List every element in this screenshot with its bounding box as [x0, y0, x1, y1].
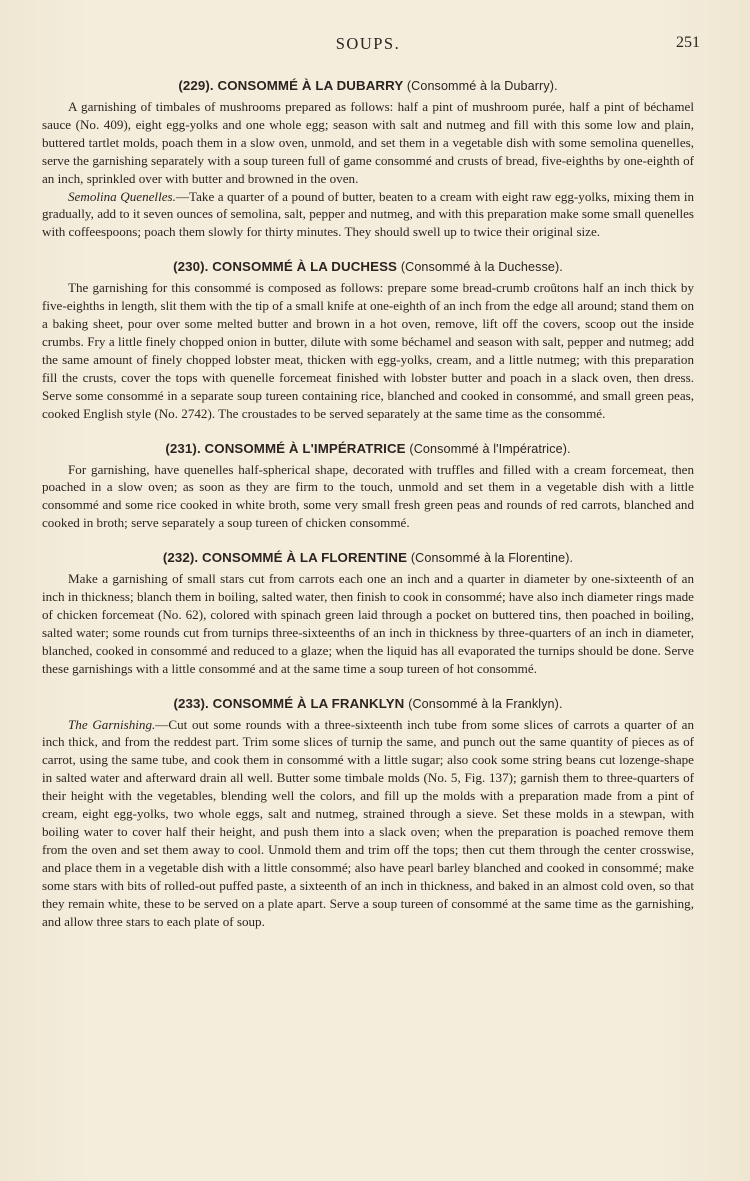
recipe-paragraph: [42, 188, 694, 242]
recipe-heading: [42, 696, 694, 711]
paragraph-text: For garnishing, have quenelles half-spherical shape, decorated with truffles and filled with a cream forcemeat, then poached in a slow oven; as soon as they are firm to the touch, unmold and set them in a vegetable dish with a little consommé and some rice cooked in white broth, some very small fresh green peas and rounds of red carrots, blanched and cooked in broth; serve separately a soup tureen of chicken consommé.: [42, 461, 694, 531]
recipe-title: CONSOMMÉ À L'IMPÉRATRICE: [204, 440, 406, 456]
recipe-title: CONSOMMÉ À LA FLORENTINE: [202, 550, 408, 566]
recipe-title: CONSOMMÉ À LA DUCHESS: [212, 259, 398, 275]
recipe-heading: [42, 441, 694, 456]
recipe-title: CONSOMMÉ À LA FRANKLYN: [212, 695, 405, 711]
recipe-number: (232).: [162, 550, 199, 566]
paragraph-text: —Cut out some rounds with a three-sixteenth inch tube from some slices of carrots a quarter of an inch thick, and from the reddest part. Trim some slices of turnip the same, and punch out the same quantity of pieces as of carrot, using the same tube, and cook them in consommé with a little sugar; also cook some string beans cut lozenge-shape in salted water and afterward drain all well. Butter some timbale molds (No. 5, Fig. 137); garnish them to three-quarters of their height with the vegetables, blending well the colors, and fill up the molds with a preparation made from a pint of cream, eight egg-yolks, two whole eggs, salt and nutmeg, strained through a sieve. Set these molds in a stewpan, with boiling water to cover half their height, and push them into a slack oven; when the preparation is poached remove them from the oven and set them away to cool. Unmold them and trim off the tops; then cut them through the center crosswise, and place them in a vegetable dish with a little consommé; also have pearl barley blanched and cooked in consommé; make some stars with bits of rolled-out puffed paste, a sixteenth of an inch in thickness, and baked in an almost cold oven, so that they remain white, these to be served on a plate apart. Serve a soup tureen of consommé at the same time as the garnishing, and allow three stars to each plate of soup.: [42, 716, 694, 929]
recipe-heading: [42, 550, 694, 565]
recipe-number: (229).: [178, 78, 214, 93]
recipe-231: [42, 441, 694, 533]
paragraph-text: The garnishing for this consommé is composed as follows: prepare some bread-crumb croûtons half an inch thick by five-eighths in length, slit them with the tip of a small knife at one-eighth of an inch from the edge all around; stand them on a baking sheet, pour over some melted butter and brown in a hot oven, remove, lift off the covers, scoop out the inside crumbs. Fry a little finely chopped onion in butter, dilute with some béchamel and season with salt, pepper and nutmeg; add the same amount of finely chopped lobster meat, thicken with egg-yolks, cream, and a little nutmeg; with this preparation fill the crusts, cover the tops with quenelle forcemeat finished with lobster butter and poach in a slack oven, then dress. Serve some consommé in a separate soup tureen containing rice, blanched and cooked in consommé, and small green peas, cooked English style (No. 2742). The croustades to be served separately at the same time as the consommé.: [42, 280, 694, 421]
recipe-number: (233).: [173, 695, 209, 711]
page-number: 251: [676, 34, 700, 51]
recipe-subtitle: (Consommé à l'Impératrice).: [409, 441, 571, 456]
recipe-paragraph: [42, 98, 694, 188]
recipe-paragraph: [42, 716, 694, 931]
recipe-number: (231).: [165, 440, 201, 456]
recipe-number: (230).: [173, 259, 209, 275]
paragraph-text: A garnishing of timbales of mushrooms prepared as follows: half a pint of mushroom purée, half a pint of béchamel sauce (No. 409), eight egg-yolks and one whole egg; season with salt and nutmeg and fill with this some low and plain, buttered tartlet molds, poach them in a slow oven, unmold, and set them in a vegetable dish with some semolina quenelles, serve the garnishing separately with a soup tureen full of game consommé and crusts of bread, five-eighths by one-eighth of an inch, sprinkled over with butter and browned in the oven.: [42, 99, 694, 186]
recipe-subtitle: (Consommé à la Dubarry).: [406, 79, 558, 93]
recipe-229: [42, 78, 694, 241]
recipe-233: [42, 696, 694, 931]
paragraph-lead: Semolina Quenelles.: [68, 188, 176, 204]
recipe-subtitle: (Consommé à la Duchesse).: [400, 260, 563, 275]
paragraph-text: —Take a quarter of a pound of butter, beaten to a cream with eight raw egg-yolks, mixing them in gradually, add to it seven ounces of semolina, salt, pepper and nutmeg, and with this preparation make some small quenelles with coffeespoons; poach them slowly for thirty minutes. They should swell up to twice their original size.: [42, 188, 695, 240]
paragraph-text: Make a garnishing of small stars cut from carrots each one an inch and a quarter in diameter by one-sixteenth of an inch in thickness; blanch them in boiling, salted water, then finish to cook in consommé; have also inch diameter rings made of chicken forcemeat (No. 62), colored with spinach green laid through a pocket on buttered tins, then poached in boiling, salted water; some rounds cut from turnips three-sixteenths of an inch in thickness by three-quarters of an inch in diameter, blanched, cooked in consommé and reduced to a glaze; when the liquid has all evaporated the turnips should be done. Serve these garnishings with a little consommé and at the same time a soup tureen of hot consommé.: [42, 571, 694, 676]
recipe-heading: [42, 78, 694, 93]
running-head: [42, 34, 700, 60]
recipe-title: CONSOMMÉ À LA DUBARRY: [217, 78, 404, 93]
recipe-232: [42, 550, 694, 677]
recipe-230: [42, 259, 694, 422]
recipe-subtitle: (Consommé à la Florentine).: [410, 551, 574, 566]
recipe-paragraph: [42, 279, 694, 422]
paragraph-lead: The Garnishing.: [68, 716, 156, 732]
recipe-subtitle: (Consommé à la Franklyn).: [408, 696, 563, 711]
recipe-paragraph: [42, 570, 694, 677]
recipe-heading: [42, 259, 694, 274]
recipe-paragraph: [42, 461, 694, 533]
running-title: SOUPS.: [335, 34, 401, 53]
